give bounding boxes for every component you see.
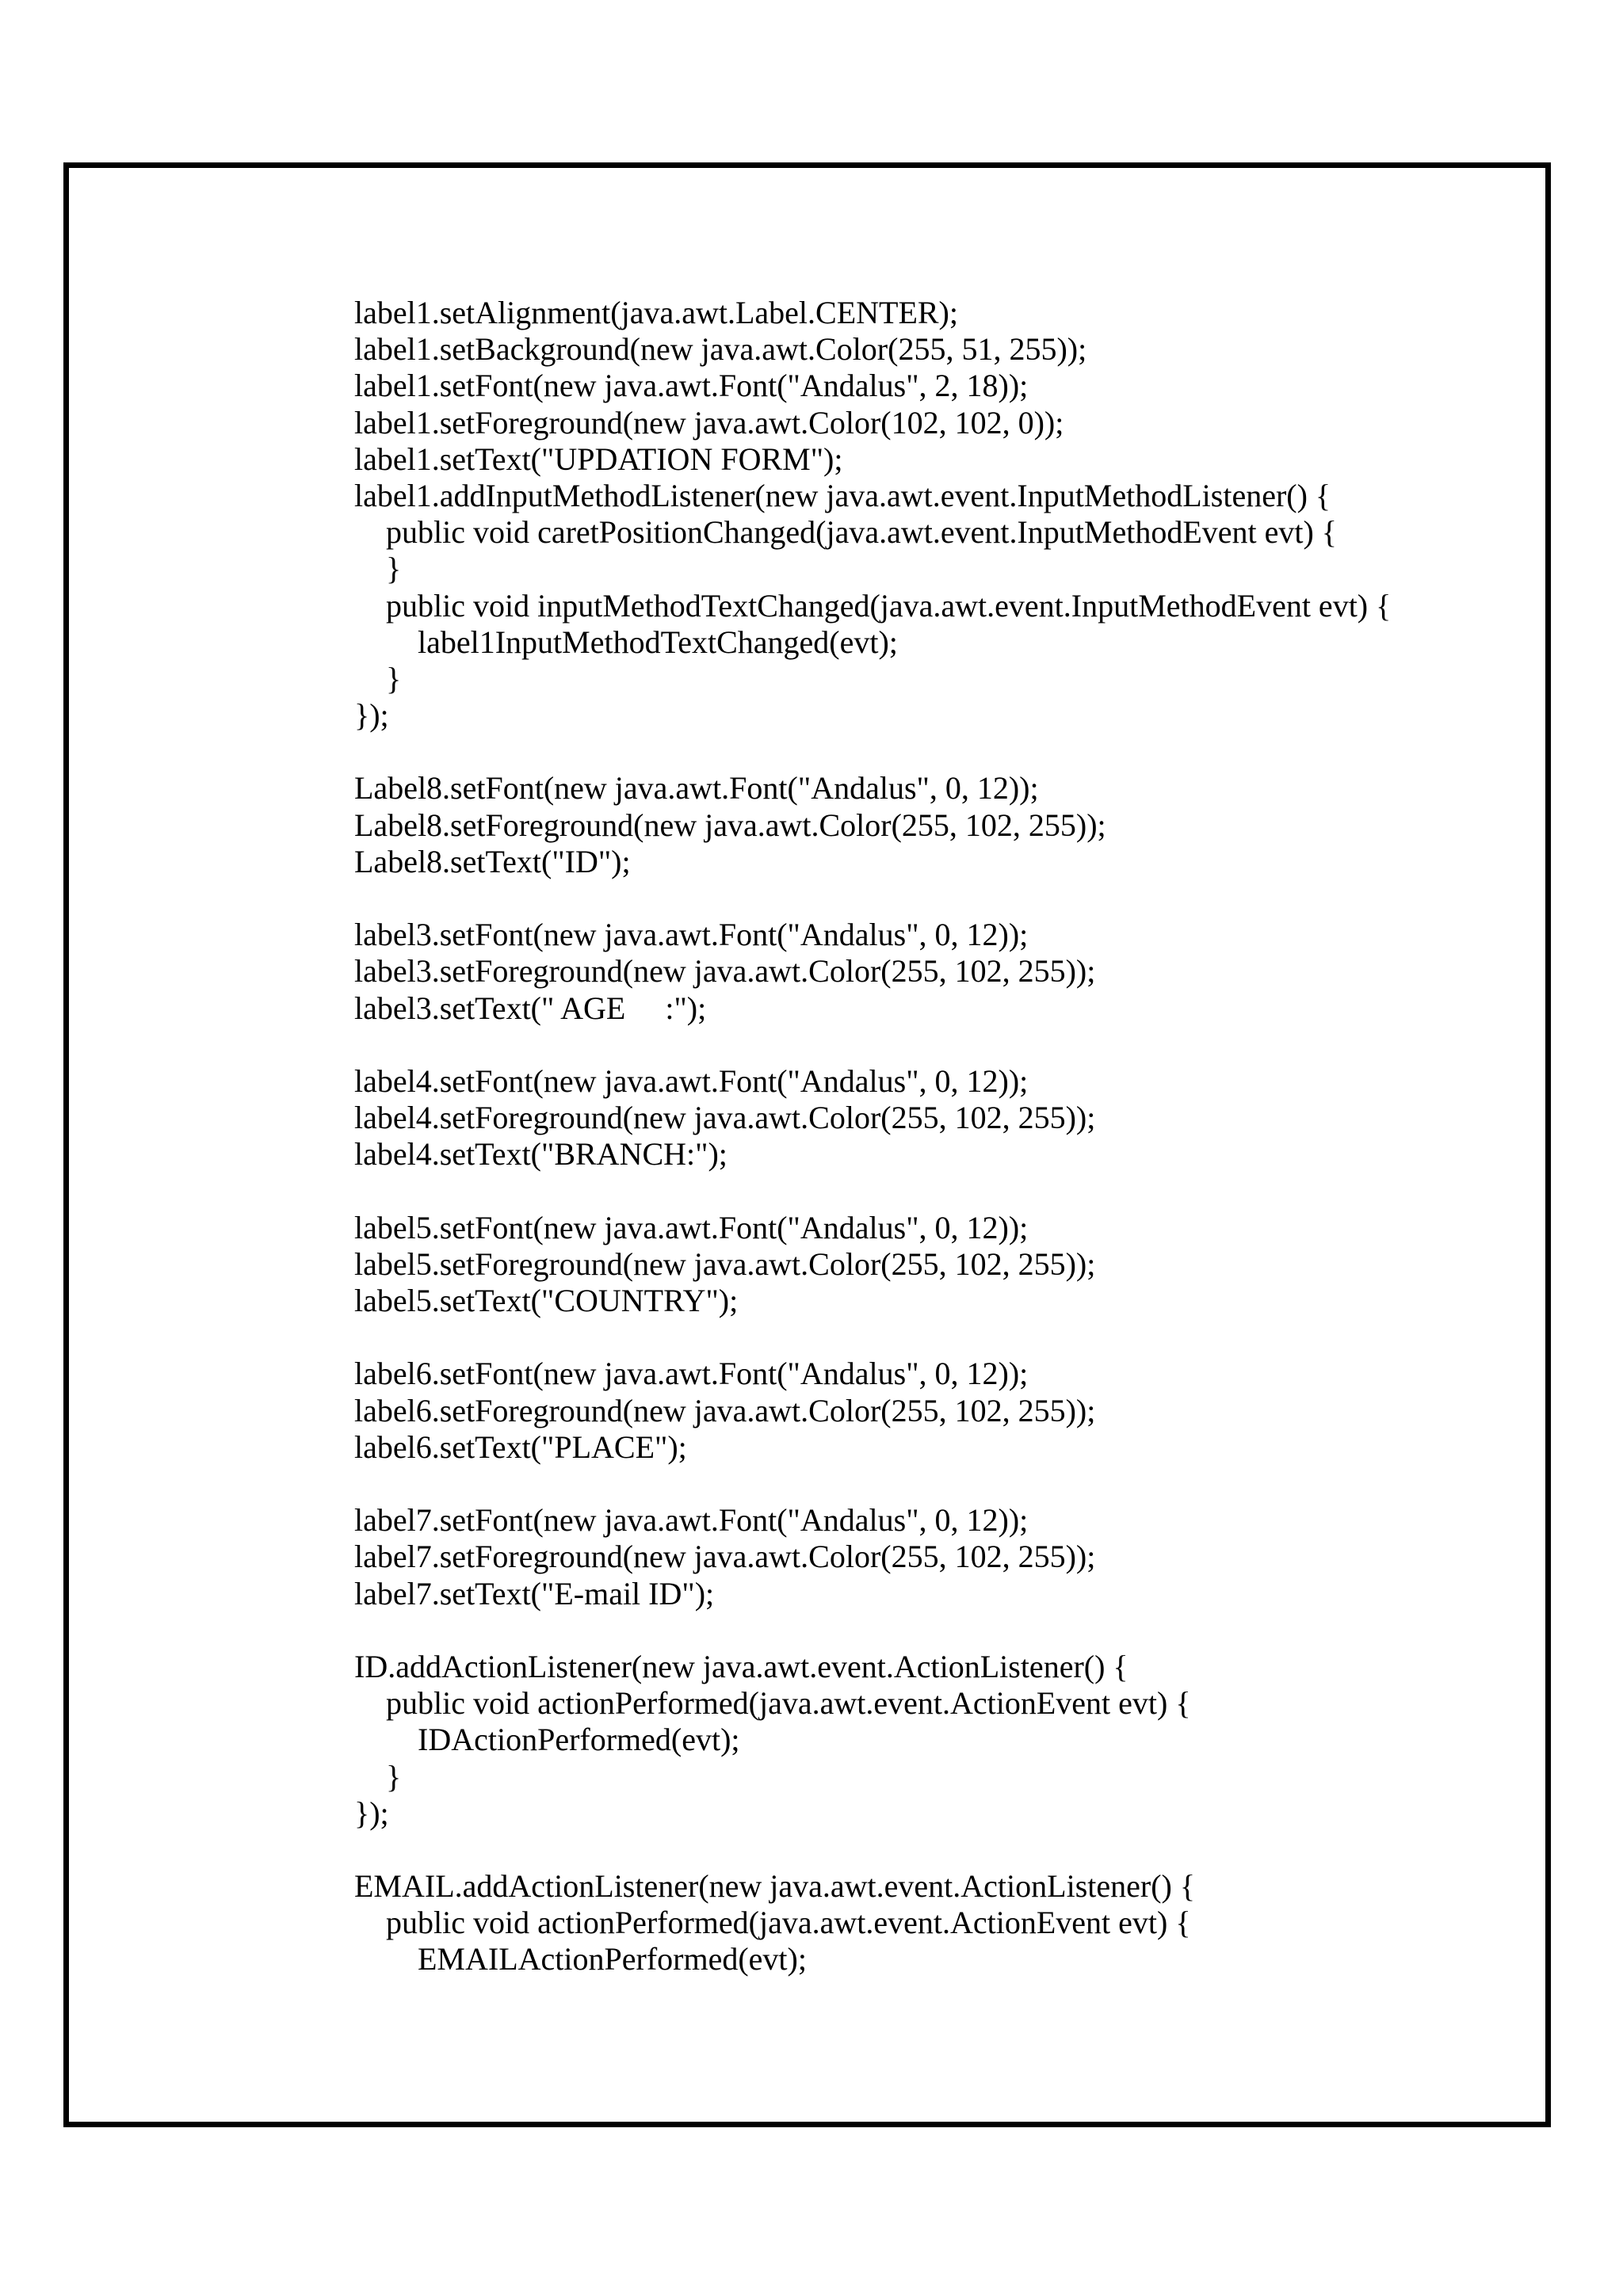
- code-line: label3.setForeground(new java.awt.Color(255, 102, 255));: [354, 953, 1096, 990]
- code-line: label6.setForeground(new java.awt.Color(255, 102, 255));: [354, 1392, 1096, 1428]
- blank-line: [354, 1612, 1391, 1649]
- code-line: Label8.setForeground(new java.awt.Color(255, 102, 255));: [354, 807, 1106, 843]
- code-line: label5.setFont(new java.awt.Font("Andalus", 0, 12));: [354, 1209, 1029, 1245]
- code-line: label5.setText("COUNTRY");: [354, 1283, 739, 1319]
- blank-line: [354, 1466, 1391, 1502]
- code-line: label4.setText("BRANCH:");: [354, 1136, 727, 1173]
- code-line: Label8.setText("ID");: [354, 843, 631, 879]
- code-listing: [354, 295, 1391, 1978]
- code-line: label1.setAlignment(java.awt.Label.CENTER);: [354, 295, 958, 330]
- code-line: label1.setForeground(new java.awt.Color(102, 102, 0));: [354, 404, 1064, 441]
- code-line: label6.setFont(new java.awt.Font("Andalus", 0, 12));: [354, 1356, 1029, 1392]
- code-line: label1InputMethodTextChanged(evt);: [418, 624, 898, 660]
- code-line: label7.setText("E-mail ID");: [354, 1575, 715, 1611]
- code-line: ID.addActionListener(new java.awt.event.ActionListener() {: [354, 1648, 1128, 1684]
- code-line: label4.setFont(new java.awt.Font("Andalus", 0, 12));: [354, 1062, 1029, 1099]
- code-line: });: [354, 697, 389, 734]
- code-line: label3.setFont(new java.awt.Font("Andalus", 0, 12));: [354, 917, 1029, 953]
- code-line: public void actionPerformed(java.awt.event.ActionEvent evt) {: [386, 1685, 1191, 1722]
- blank-line: [354, 1027, 1391, 1063]
- code-line: label4.setForeground(new java.awt.Color(255, 102, 255));: [354, 1100, 1096, 1136]
- code-line: IDActionPerformed(evt);: [418, 1722, 740, 1758]
- code-line: label1.setText("UPDATION FORM");: [354, 441, 843, 477]
- code-line: label7.setForeground(new java.awt.Color(255, 102, 255));: [354, 1539, 1096, 1575]
- code-line: label5.setForeground(new java.awt.Color(255, 102, 255));: [354, 1245, 1096, 1282]
- code-line: label1.setBackground(new java.awt.Color(255, 51, 255));: [354, 331, 1087, 368]
- blank-line: [354, 1832, 1391, 1868]
- code-line: }: [386, 551, 402, 587]
- code-line: });: [354, 1794, 389, 1831]
- code-line: public void actionPerformed(java.awt.event.ActionEvent evt) {: [386, 1905, 1191, 1941]
- page-border-frame: [63, 162, 1551, 2127]
- code-line: label3.setText(" AGE :");: [354, 990, 707, 1026]
- code-line: label6.setText("PLACE");: [354, 1428, 687, 1465]
- code-line: EMAIL.addActionListener(new java.awt.event.ActionListener() {: [354, 1868, 1196, 1905]
- code-line: EMAILActionPerformed(evt);: [418, 1941, 807, 1978]
- code-line: label1.setFont(new java.awt.Font("Andalus", 2, 18));: [354, 368, 1029, 404]
- code-line: public void caretPositionChanged(java.awt.event.InputMethodEvent evt) {: [386, 514, 1337, 551]
- code-line: public void inputMethodTextChanged(java.awt.event.InputMethodEvent evt) {: [386, 587, 1392, 624]
- code-line: label1.addInputMethodListener(new java.awt.event.InputMethodListener() {: [354, 477, 1331, 513]
- blank-line: [354, 1319, 1391, 1356]
- code-line: Label8.setFont(new java.awt.Font("Andalus", 0, 12));: [354, 770, 1039, 807]
- code-line: label7.setFont(new java.awt.Font("Andalus", 0, 12));: [354, 1502, 1029, 1539]
- blank-line: [354, 880, 1391, 917]
- blank-line: [354, 1173, 1391, 1210]
- code-line: }: [386, 660, 402, 696]
- code-line: }: [386, 1758, 402, 1794]
- blank-line: [354, 734, 1391, 770]
